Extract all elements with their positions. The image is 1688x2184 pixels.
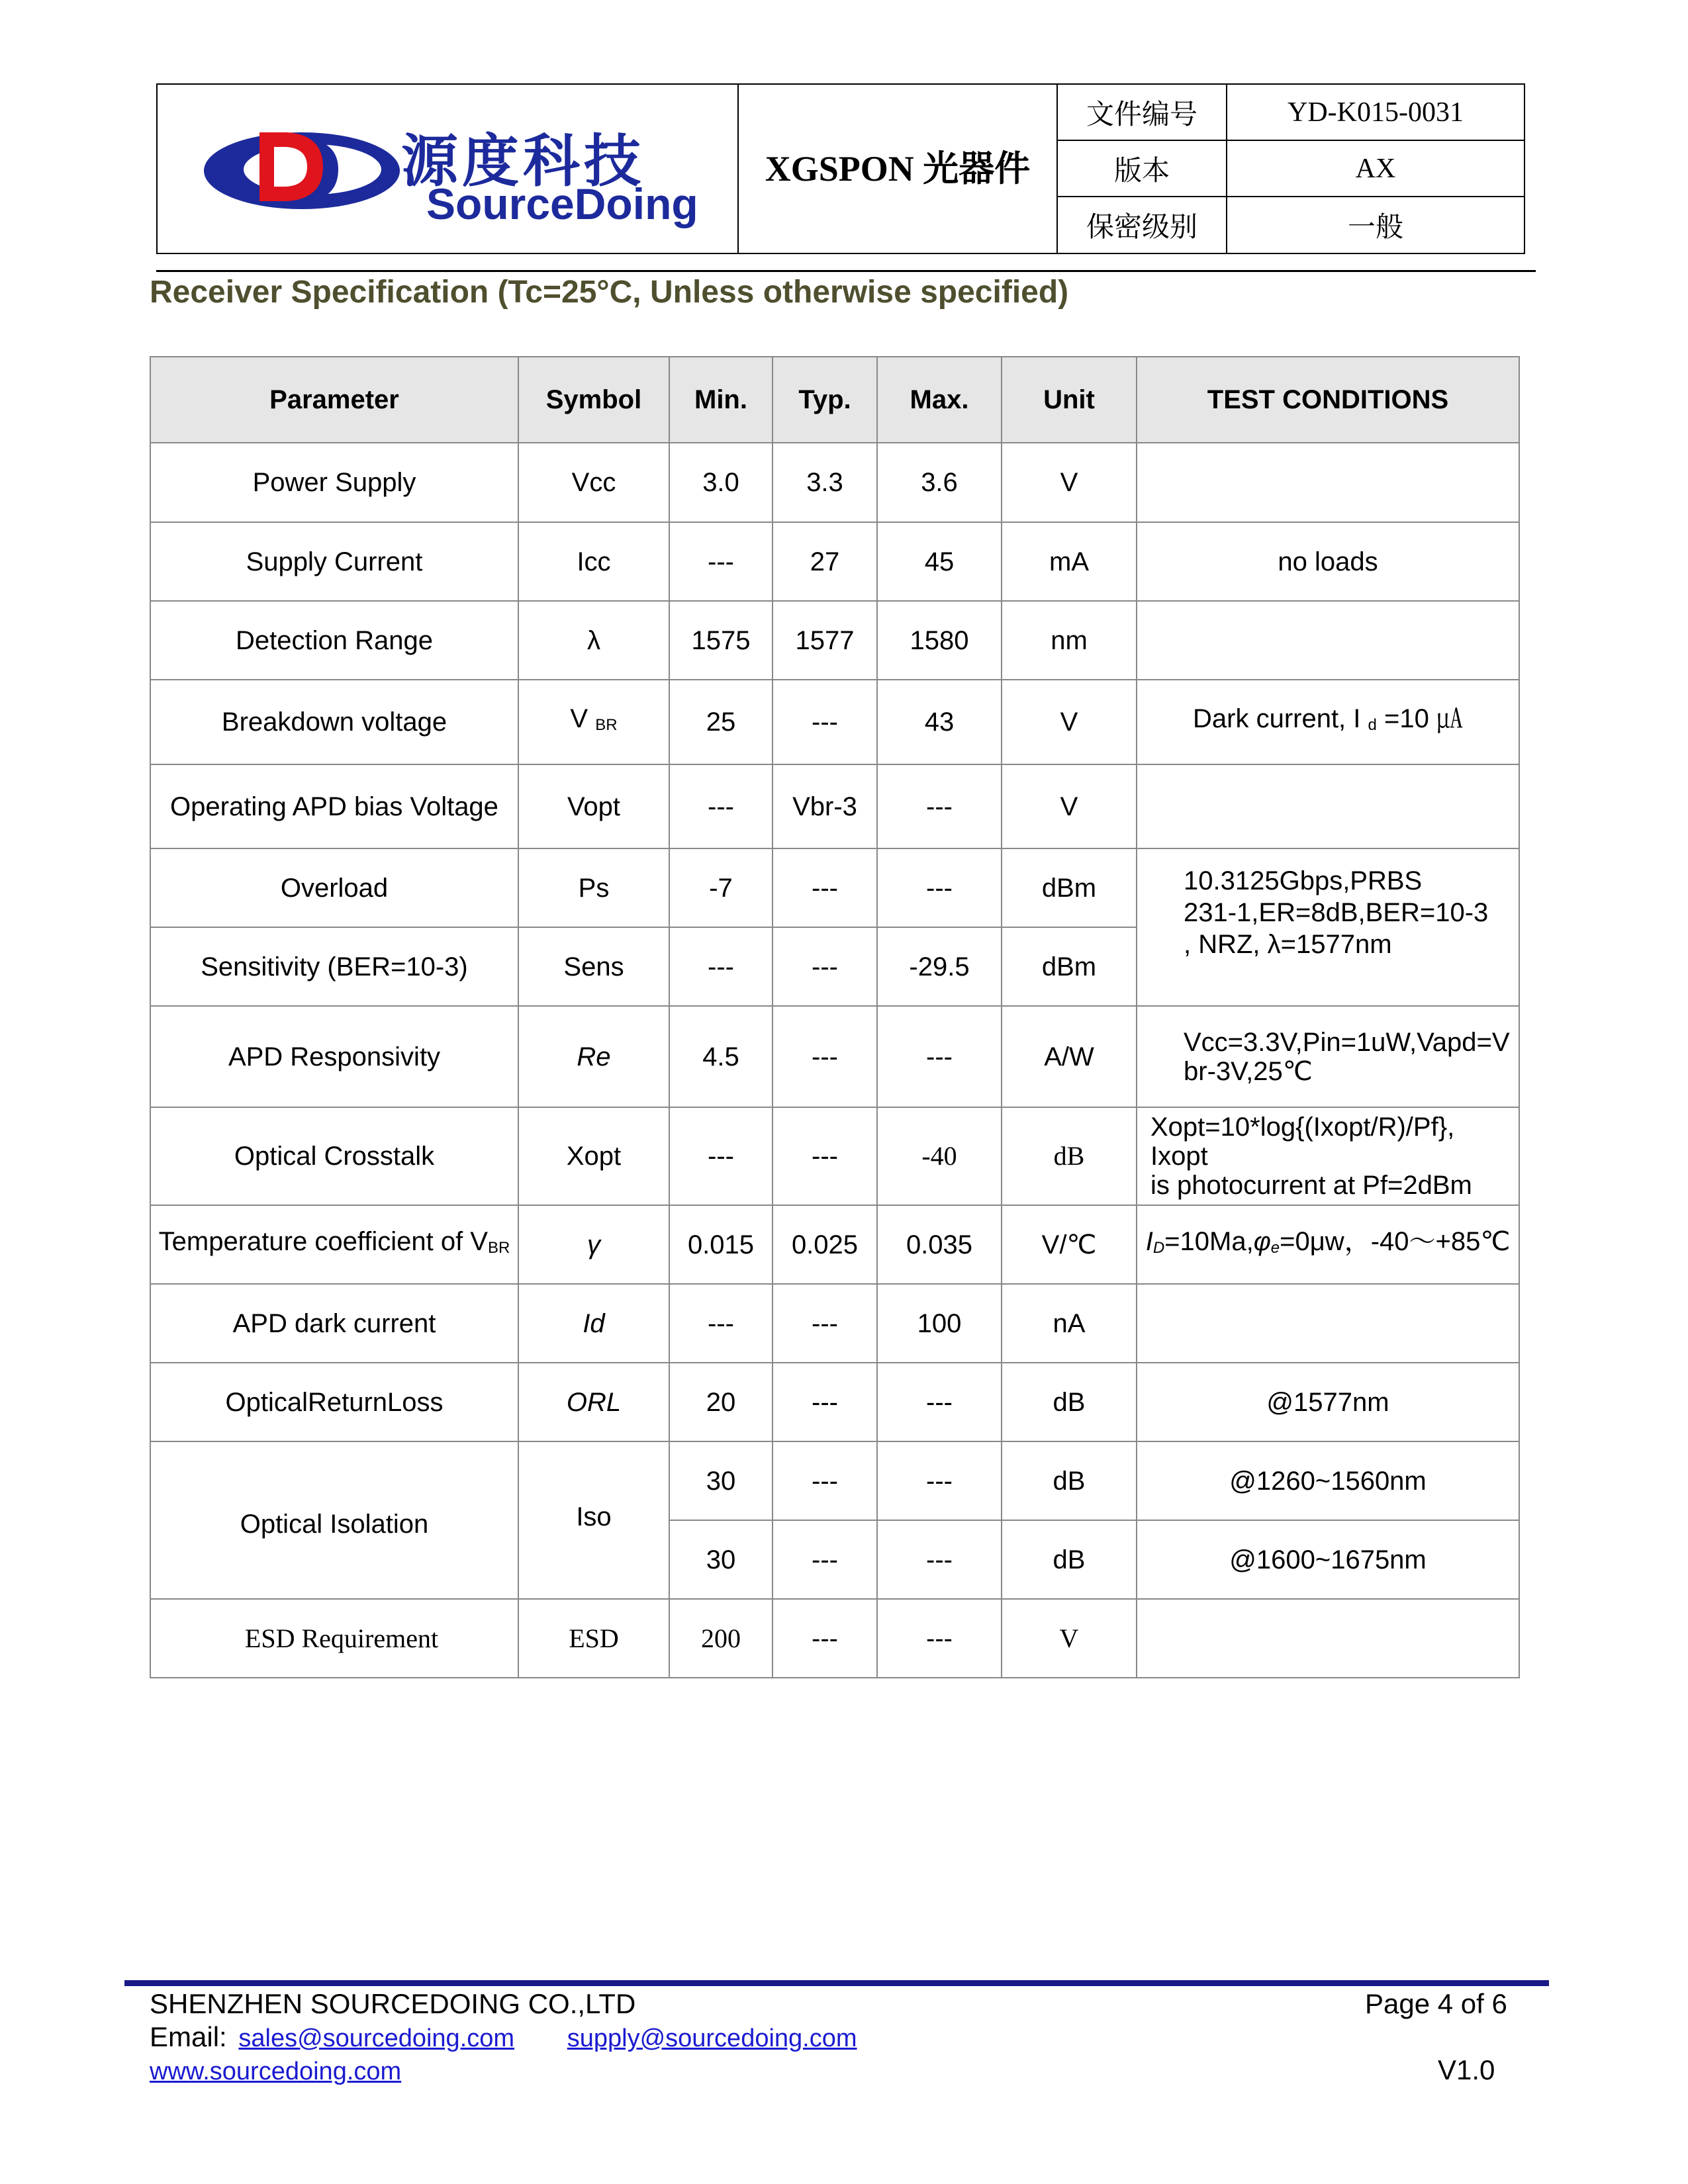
max-cell: 0.035	[877, 1205, 1002, 1284]
param-cell: Power Supply	[150, 443, 518, 522]
param-cell: Operating APD bias Voltage	[150, 764, 518, 848]
unit-cell: V	[1002, 1599, 1137, 1678]
max-cell: 45	[877, 522, 1002, 601]
symbol-cell	[518, 680, 669, 764]
col-header: Unit	[1002, 357, 1137, 443]
col-header: Min.	[669, 357, 773, 443]
col-header: Symbol	[518, 357, 669, 443]
table-row	[150, 522, 1519, 601]
min-cell: 1575	[669, 601, 773, 680]
table-row	[150, 1363, 1519, 1441]
param-cell: ESD Requirement	[150, 1599, 518, 1678]
param-cell: Supply Current	[150, 522, 518, 601]
document-header	[156, 83, 1525, 254]
typ-cell: Vbr-3	[773, 764, 877, 848]
max-cell: -29.5	[877, 927, 1002, 1006]
condition-cell	[1137, 680, 1519, 764]
unit-cell: dB	[1002, 1520, 1137, 1599]
typ-cell: ---	[773, 1284, 877, 1363]
unit-cell: dB	[1002, 1107, 1137, 1205]
header-rule	[156, 270, 1536, 272]
col-header: Parameter	[150, 357, 518, 443]
email-label: Email:	[150, 2021, 227, 2052]
typ-cell: ---	[773, 1107, 877, 1205]
param-cell: Breakdown voltage	[150, 680, 518, 764]
condition-cell	[1137, 764, 1519, 848]
param-cell: Overload	[150, 848, 518, 927]
min-cell: ---	[669, 927, 773, 1006]
param-cell: Detection Range	[150, 601, 518, 680]
unit-cell: mA	[1002, 522, 1137, 601]
condition-cell	[1137, 443, 1519, 522]
max-cell: ---	[877, 1599, 1002, 1678]
param-cell	[150, 1205, 518, 1284]
condition-cell: @1577nm	[1137, 1363, 1519, 1441]
condition-subscript: d	[1368, 716, 1377, 734]
symbol-cell: Icc	[518, 522, 669, 601]
max-cell: -40	[877, 1107, 1002, 1205]
footer-rule	[124, 1980, 1549, 1986]
max-cell: ---	[877, 764, 1002, 848]
typ-cell: ---	[773, 1006, 877, 1107]
footer-page-number: Page 4 of 6	[1365, 1988, 1507, 2019]
typ-cell: 1577	[773, 601, 877, 680]
col-header: Max.	[877, 357, 1002, 443]
email-link-supply[interactable]: supply@sourcedoing.com	[567, 2025, 857, 2052]
footer-email-line	[150, 2021, 857, 2053]
condition-cell	[1137, 848, 1519, 1006]
condition-symbol: φ	[1253, 1226, 1271, 1256]
max-cell: 43	[877, 680, 1002, 764]
condition-line: , NRZ, λ=1577nm	[1184, 930, 1392, 959]
table-row	[150, 1205, 1519, 1284]
condition-cell: @1600~1675nm	[1137, 1520, 1519, 1599]
logo-chinese-text: 源度科技	[401, 128, 645, 195]
min-cell: 0.015	[669, 1205, 773, 1284]
max-cell: ---	[877, 848, 1002, 927]
field-value-doc-no: YD-K015-0031	[1227, 84, 1524, 140]
condition-subscript: D	[1152, 1238, 1165, 1257]
condition-line: is photocurrent at Pf=2dBm	[1150, 1171, 1472, 1200]
condition-text: =10Ma,	[1164, 1226, 1254, 1256]
typ-cell: ---	[773, 1599, 877, 1678]
symbol-cell: Id	[518, 1284, 669, 1363]
param-cell: APD Responsivity	[150, 1006, 518, 1107]
min-cell: 25	[669, 680, 773, 764]
param-cell: Optical Crosstalk	[150, 1107, 518, 1205]
condition-subscript: e	[1270, 1238, 1280, 1257]
field-value-version: AX	[1227, 140, 1524, 197]
condition-cell	[1137, 1006, 1519, 1107]
typ-cell: ---	[773, 1363, 877, 1441]
condition-cell: @1260~1560nm	[1137, 1441, 1519, 1520]
condition-line: 10.3125Gbps,PRBS	[1184, 866, 1423, 895]
condition-cell	[1137, 1284, 1519, 1363]
document-title: XGSPON 光器件	[738, 84, 1057, 253]
condition-line: Vcc=3.3V,Pin=1uW,Vapd=V	[1184, 1027, 1510, 1057]
field-value-security: 一般	[1227, 197, 1524, 253]
condition-line: 231-1,ER=8dB,BER=10-3	[1184, 898, 1489, 927]
unit-cell: A/W	[1002, 1006, 1137, 1107]
logo-english-text: SourceDoing	[426, 179, 698, 228]
symbol-cell: ESD	[518, 1599, 669, 1678]
param-cell: OpticalReturnLoss	[150, 1363, 518, 1441]
symbol-cell: Re	[518, 1006, 669, 1107]
max-cell: 1580	[877, 601, 1002, 680]
condition-text: Dark current, I	[1193, 704, 1361, 733]
param-text: Temperature coefficient of V	[158, 1226, 488, 1256]
symbol-subscript: BR	[595, 716, 618, 734]
typ-cell: 0.025	[773, 1205, 877, 1284]
typ-cell: ---	[773, 1520, 877, 1599]
min-cell: -7	[669, 848, 773, 927]
field-label-doc-no: 文件编号	[1057, 84, 1227, 140]
symbol-cell: Vopt	[518, 764, 669, 848]
table-row	[150, 1599, 1519, 1678]
min-cell: 4.5	[669, 1006, 773, 1107]
table-row	[150, 1006, 1519, 1107]
receiver-spec-table	[150, 356, 1520, 1678]
param-cell: APD dark current	[150, 1284, 518, 1363]
unit-cell: dBm	[1002, 848, 1137, 927]
min-cell: 3.0	[669, 443, 773, 522]
param-cell: Sensitivity (BER=10-3)	[150, 927, 518, 1006]
max-cell: ---	[877, 1520, 1002, 1599]
min-cell: ---	[669, 522, 773, 601]
unit-cell: V	[1002, 680, 1137, 764]
max-cell: ---	[877, 1363, 1002, 1441]
condition-cell	[1137, 1107, 1519, 1205]
min-cell: ---	[669, 764, 773, 848]
unit-cell: V	[1002, 443, 1137, 522]
condition-text: =0μw，-40～+85℃	[1280, 1226, 1511, 1256]
section-title: Receiver Specification (Tc=25°C, Unless otherwise specified)	[150, 275, 1069, 310]
logo-cell	[157, 84, 738, 253]
param-cell: Optical Isolation	[150, 1441, 518, 1599]
condition-cell: no loads	[1137, 522, 1519, 601]
footer-website-line	[150, 2054, 401, 2086]
condition-line: Xopt=10*log{(Ixopt/R)/Pf}, Ixopt	[1150, 1113, 1455, 1171]
company-logo	[203, 106, 698, 232]
symbol-cell: Vcc	[518, 443, 669, 522]
footer-company: SHENZHEN SOURCEDOING CO.,LTD	[150, 1988, 636, 2019]
field-label-security: 保密级别	[1057, 197, 1227, 253]
condition-symbol: I	[1145, 1226, 1153, 1256]
unit-cell: V	[1002, 764, 1137, 848]
footer-version: V1.0	[1438, 2054, 1495, 2085]
col-header: Typ.	[773, 357, 877, 443]
typ-cell: 3.3	[773, 443, 877, 522]
typ-cell: ---	[773, 1441, 877, 1520]
max-cell: ---	[877, 1441, 1002, 1520]
table-row	[150, 764, 1519, 848]
unit-cell: nm	[1002, 601, 1137, 680]
table-header-row	[150, 357, 1519, 443]
unit-cell: nA	[1002, 1284, 1137, 1363]
table-row	[150, 443, 1519, 522]
table-row	[150, 680, 1519, 764]
typ-cell: 27	[773, 522, 877, 601]
table-row	[150, 848, 1519, 927]
unit-cell: dB	[1002, 1363, 1137, 1441]
symbol-cell: γ	[518, 1205, 669, 1284]
condition-cell	[1137, 1599, 1519, 1678]
logo-mark-icon	[203, 106, 401, 232]
table-row	[150, 1107, 1519, 1205]
typ-cell: ---	[773, 927, 877, 1006]
condition-cell	[1137, 1205, 1519, 1284]
col-header: TEST CONDITIONS	[1137, 357, 1519, 443]
table-row	[150, 601, 1519, 680]
unit-cell: V/℃	[1002, 1205, 1137, 1284]
max-cell: ---	[877, 1006, 1002, 1107]
table-row	[150, 1441, 1519, 1520]
unit-cell: dBm	[1002, 927, 1137, 1006]
unit-cell: dB	[1002, 1441, 1137, 1520]
param-subscript: BR	[487, 1238, 510, 1257]
min-cell: 30	[669, 1441, 773, 1520]
min-cell: 30	[669, 1520, 773, 1599]
min-cell: 200	[669, 1599, 773, 1678]
symbol-cell: Iso	[518, 1441, 669, 1599]
symbol-cell: ORL	[518, 1363, 669, 1441]
typ-cell: ---	[773, 680, 877, 764]
typ-cell: ---	[773, 848, 877, 927]
condition-line: br-3V,25℃	[1184, 1056, 1313, 1086]
website-link[interactable]: www.sourcedoing.com	[150, 2058, 402, 2085]
field-label-version: 版本	[1057, 140, 1227, 197]
table-row	[150, 1284, 1519, 1363]
min-cell: ---	[669, 1284, 773, 1363]
symbol-text: V	[570, 704, 588, 733]
symbol-cell: Sens	[518, 927, 669, 1006]
symbol-cell: λ	[518, 601, 669, 680]
email-link-sales[interactable]: sales@sourcedoing.com	[238, 2025, 515, 2052]
min-cell: ---	[669, 1107, 773, 1205]
max-cell: 3.6	[877, 443, 1002, 522]
symbol-cell: Ps	[518, 848, 669, 927]
max-cell: 100	[877, 1284, 1002, 1363]
condition-cell	[1137, 601, 1519, 680]
condition-text: =10 ㎂	[1384, 704, 1463, 733]
symbol-cell: Xopt	[518, 1107, 669, 1205]
min-cell: 20	[669, 1363, 773, 1441]
